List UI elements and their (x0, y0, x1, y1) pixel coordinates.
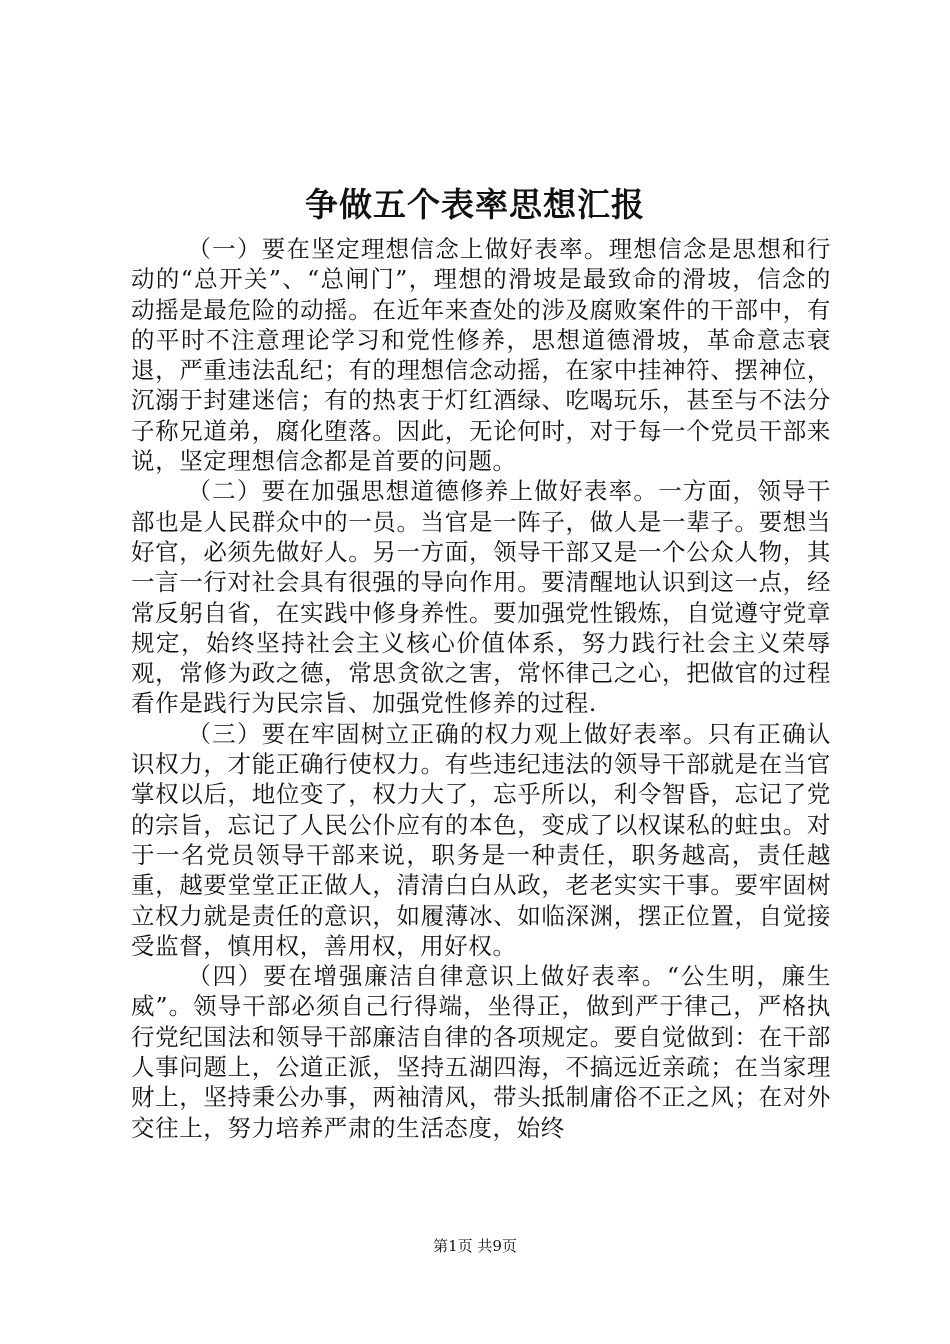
paragraph-4: （四）要在增强廉洁自律意识上做好表率。“公生明，廉生威”。领导干部必须自己行得端，坐得正，做到严于律己，严格执行党纪国法和领导干部廉洁自律的各项规定。要自觉做到：在干部人事问题上，公道正派，坚持五湖四海，不搞远近亲疏；在当家理财上，坚持秉公办事，两袖清风，带头抵制庸俗不正之风；在对外交往上，努力培养严肃的生活态度，始终 (131, 962, 831, 1142)
document-title: 争做五个表率思想汇报 (305, 185, 645, 224)
paragraph-2: （二）要在加强思想道德修养上做好表率。一方面，领导干部也是人民群众中的一员。当官是一阵子，做人是一辈子。要想当好官，必须先做好人。另一方面，领导干部又是一个公众人物，其一言一行对社会具有很强的导向作用。要清醒地认识到这一点，经常反躬自省，在实践中修身养性。要加强党性锻炼，自觉遵守党章规定，始终坚持社会主义核心价值体系，努力践行社会主义荣辱观，常修为政之德，常思贪欲之害，常怀律己之心，把做官的过程看作是践行为民宗旨、加强党性修养的过程. (131, 477, 831, 718)
paragraph-1: （一）要在坚定理想信念上做好表率。理想信念是思想和行动的“总开关”、“总闸门”，理想的滑坡是最致命的滑坡，信念的动摇是最危险的动摇。在近年来查处的涉及腐败案件的干部中，有的平时不注意理论学习和党性修养，思想道德滑坡，革命意志衰退，严重违法乱纪；有的理想信念动摇，在家中挂神符、摆神位，沉溺于封建迷信；有的热衷于灯红酒绿、吃喝玩乐，甚至与不法分子称兄道弟，腐化堕落。因此，无论何时，对于每一个党员干部来说，坚定理想信念都是首要的问题。 (131, 235, 831, 476)
document-body (131, 234, 831, 1143)
paragraph-3: （三）要在牢固树立正确的权力观上做好表率。只有正确认识权力，才能正确行使权力。有些违纪违法的领导干部就是在当官掌权以后，地位变了，权力大了，忘乎所以，利令智昏，忘记了党的宗旨，忘记了人民公仆应有的本色，变成了以权谋私的蛀虫。对于一名党员领导干部来说，职务是一种责任，职务越高，责任越重，越要堂堂正正做人，清清白白从政，老老实实干事。要牢固树立权力就是责任的意识，如履薄冰、如临深渊，摆正位置，自觉接受监督，慎用权，善用权，用好权。 (131, 719, 831, 960)
page-footer: 第1页 共9页 (433, 1237, 517, 1255)
